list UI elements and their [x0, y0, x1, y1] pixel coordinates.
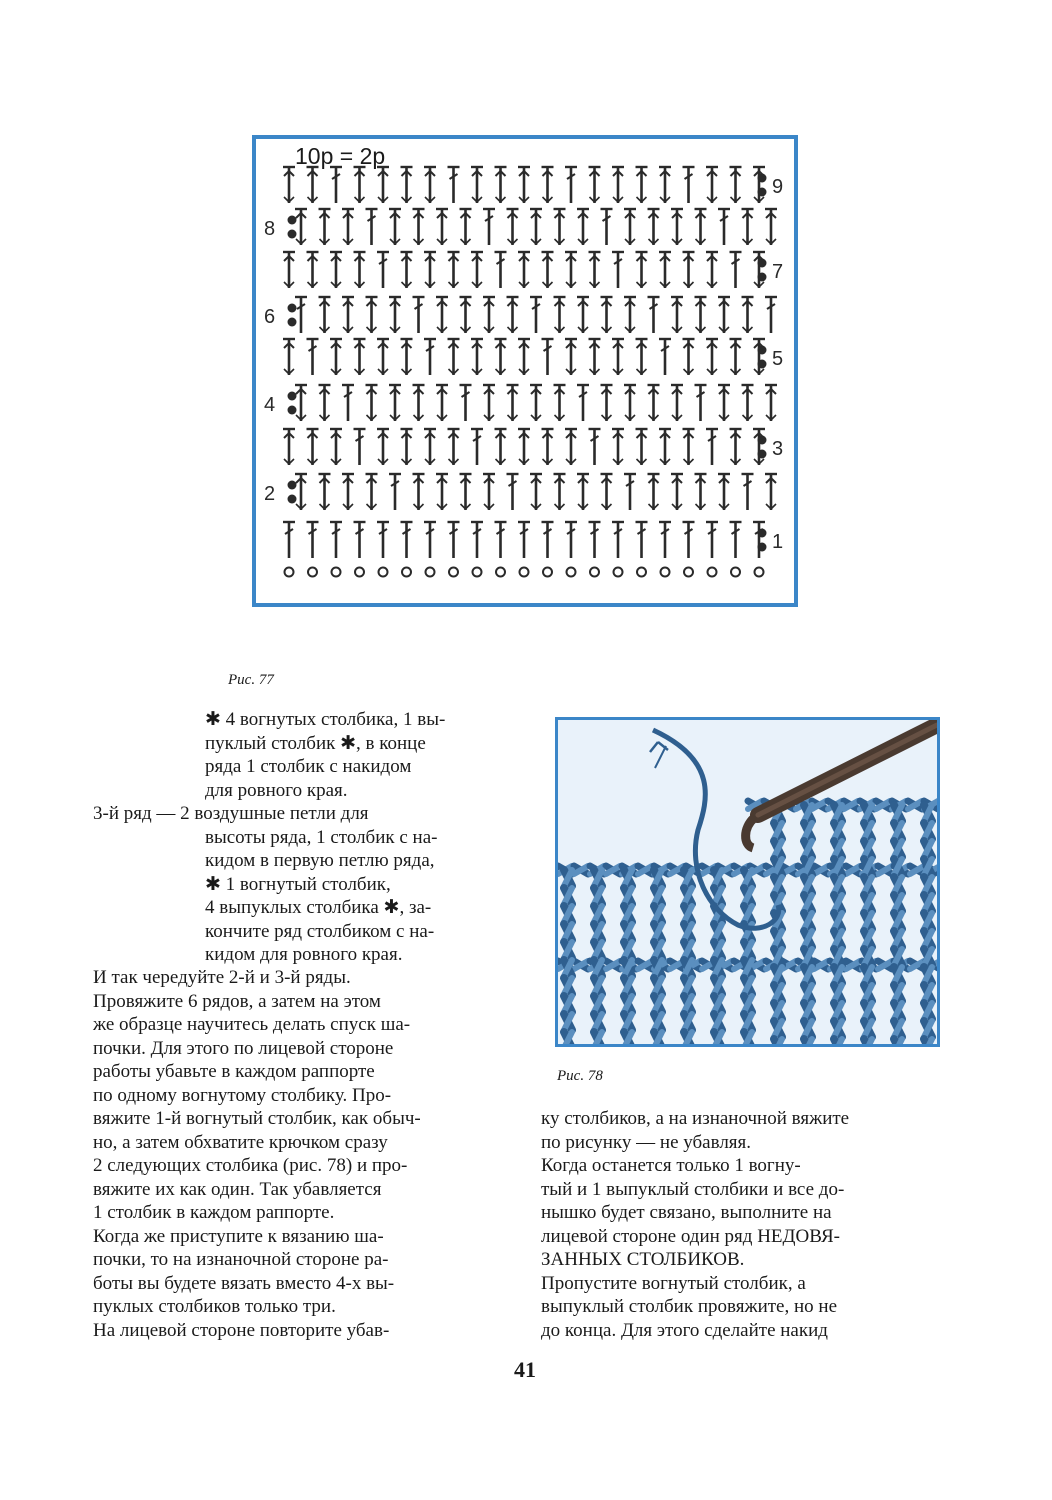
- figure-77-caption: Рис. 77: [228, 672, 274, 688]
- text-line: ряда 1 столбик с накидом: [205, 756, 412, 777]
- turning-chain-dot: [758, 436, 767, 445]
- row-number-label: 4: [264, 394, 276, 416]
- paragraph-right-column: [541, 1107, 849, 1342]
- text-line: нышко будет связано, выполните на: [541, 1202, 832, 1223]
- chain-stitch-symbol: [285, 568, 294, 577]
- chain-stitch-symbol: [355, 568, 364, 577]
- text-line: 3-й ряд — 2 воздушные петли для: [93, 803, 369, 824]
- chain-stitch-symbol: [473, 568, 482, 577]
- text-line: Пропустите вогнутый столбик, а: [541, 1272, 806, 1294]
- chain-stitch-symbol: [684, 568, 693, 577]
- paragraph-row3-heading: [93, 802, 369, 826]
- text-line: кидом для ровного края.: [205, 944, 403, 965]
- chain-stitch-symbol: [614, 568, 623, 577]
- text-line: вяжите 1-й вогнутый столбик, как обыч-: [93, 1108, 421, 1129]
- text-line: ЗАННЫХ СТОЛБИКОВ.: [541, 1249, 745, 1270]
- chain-stitch-symbol: [637, 568, 646, 577]
- text-line: ✱ 4 вогнутых столбика, 1 вы-: [205, 709, 446, 730]
- text-line: Когда останется только 1 вогну-: [541, 1155, 801, 1176]
- chain-stitch-symbol: [308, 568, 317, 577]
- text-line: ку столбиков, а на изнаночной вяжите: [541, 1108, 850, 1129]
- turning-chain-dot: [758, 273, 767, 282]
- text-line: вяжите их как один. Так убавляется: [93, 1178, 382, 1200]
- text-line: 2 следующих столбика (рис. 78) и про-: [93, 1155, 408, 1176]
- paragraph-decrease: [93, 966, 421, 1342]
- text-line: боты вы будете вязать вместо 4-х вы-: [93, 1272, 395, 1294]
- chain-stitch-symbol: [708, 568, 717, 577]
- yarn-illustration: [558, 720, 937, 1044]
- paragraph-pattern-row2-end: [205, 708, 445, 802]
- page-number: 41: [514, 1357, 536, 1382]
- crochet-photo: [555, 717, 940, 1047]
- text-line: 1 столбик в каждом раппорте.: [93, 1202, 335, 1223]
- text-line: кидом в первую петлю ряда,: [205, 850, 435, 871]
- text-line: Когда же приступите к вязанию ша-: [93, 1225, 384, 1247]
- text-line: но, а затем обхватите крючком сразу: [93, 1131, 388, 1153]
- chain-stitch-symbol: [590, 568, 599, 577]
- row-number-label: 8: [264, 218, 276, 240]
- figure-78-caption: Рис. 78: [557, 1068, 603, 1084]
- turning-chain-dot: [288, 406, 297, 415]
- text-line: выпуклый столбик провяжите, но не: [541, 1296, 838, 1317]
- chain-stitch-symbol: [426, 568, 435, 577]
- text-line: И так чередуйте 2-й и 3-й ряды.: [93, 967, 351, 988]
- text-line: по одному вогнутому столбику. Про-: [93, 1084, 392, 1106]
- chain-stitch-symbol: [543, 568, 552, 577]
- row-number-label: 9: [772, 176, 784, 198]
- turning-chain-dot: [288, 495, 297, 504]
- chain-stitch-symbol: [332, 568, 341, 577]
- text-line: лицевой стороне один ряд НЕДОВЯ-: [541, 1225, 840, 1247]
- turning-chain-dot: [758, 259, 767, 268]
- row-number-label: 2: [264, 483, 276, 505]
- row-number-label: 3: [772, 438, 784, 460]
- text-line: ✱ 1 вогнутый столбик,: [205, 873, 391, 895]
- row-number-label: 5: [772, 348, 784, 370]
- chain-stitch-symbol: [379, 568, 388, 577]
- turning-chain-dot: [758, 174, 767, 183]
- text-line: 4 выпуклых столбика ✱, за-: [205, 897, 432, 918]
- turning-chain-dot: [288, 230, 297, 239]
- turning-chain-dot: [288, 304, 297, 313]
- chain-stitch-symbol: [755, 568, 764, 577]
- turning-chain-dot: [288, 216, 297, 225]
- turning-chain-dot: [758, 188, 767, 197]
- text-line: кончите ряд столбиком с на-: [205, 920, 435, 942]
- row-number-label: 6: [264, 306, 276, 328]
- text-line: по рисунку — не убавляя.: [541, 1131, 752, 1153]
- text-line: пуклых столбиков только три.: [93, 1296, 336, 1317]
- text-line: до конца. Для этого сделайте накид: [541, 1319, 828, 1341]
- text-line: почки, то на изнаночной стороне ра-: [93, 1249, 389, 1270]
- row-number-label: 1: [772, 531, 784, 553]
- turning-chain-dot: [758, 346, 767, 355]
- chain-stitch-symbol: [496, 568, 505, 577]
- paragraph-row3: [205, 826, 437, 967]
- chain-stitch-symbol: [449, 568, 458, 577]
- turning-chain-dot: [288, 481, 297, 490]
- row-number-label: 7: [772, 261, 784, 283]
- text-line: для ровного края.: [205, 779, 348, 801]
- turning-chain-dot: [758, 543, 767, 552]
- chain-stitch-symbol: [520, 568, 529, 577]
- text-line: пуклый столбик ✱, в конце: [205, 732, 426, 754]
- text-line: высоты ряда, 1 столбик с на-: [205, 826, 438, 848]
- turning-chain-dot: [288, 392, 297, 401]
- chain-stitch-symbol: [567, 568, 576, 577]
- text-line: На лицевой стороне повторите убав-: [93, 1319, 390, 1341]
- text-line: тый и 1 выпуклый столбики и все до-: [541, 1178, 845, 1200]
- text-line: работы убавьте в каждом раппорте: [93, 1061, 375, 1082]
- text-line: же образце научитесь делать спуск ша-: [93, 1014, 411, 1035]
- chain-stitch-symbol: [402, 568, 411, 577]
- turning-chain-dot: [288, 318, 297, 327]
- turning-chain-dot: [758, 450, 767, 459]
- text-line: Провяжите 6 рядов, а затем на этом: [93, 990, 381, 1012]
- turning-chain-dot: [758, 529, 767, 538]
- turning-chain-dot: [758, 360, 767, 369]
- text-line: почки. Для этого по лицевой стороне: [93, 1037, 394, 1059]
- repeat-label: 10р = 2р: [295, 143, 386, 169]
- chain-stitch-symbol: [731, 568, 740, 577]
- crochet-chart: [252, 135, 798, 607]
- chain-stitch-symbol: [661, 568, 670, 577]
